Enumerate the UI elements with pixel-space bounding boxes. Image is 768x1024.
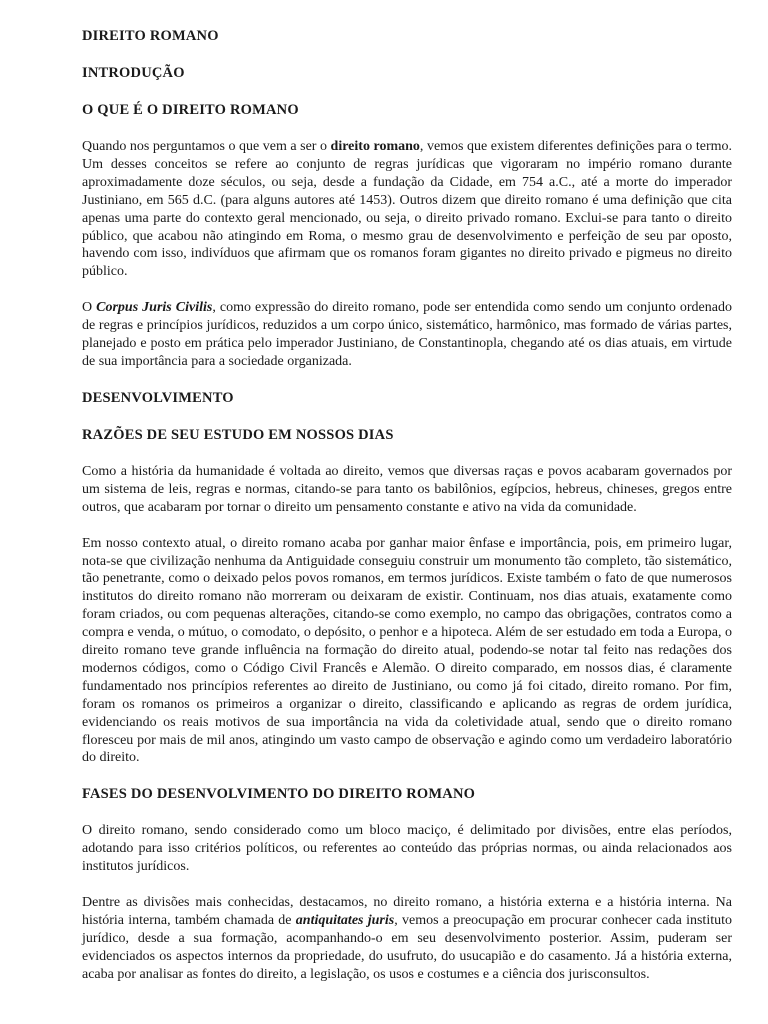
bold-term: direito romano	[330, 139, 420, 154]
paragraph-historia: Como a história da humanidade é voltada ao direito, vemos que diversas raças e povos acabaram governados por um sistema de leis, regras e normas, citando-se para tanto os babilônios, egípcios, hebreus, chineses, gregos entre outros, que acabaram por tornar o direito um pensamento constante e ativo na vida da comunidade.	[82, 463, 732, 515]
paragraph-contexto-atual: Em nosso contexto atual, o direito romano acaba por ganhar maior ênfase e importância, pois, em primeiro lugar, nota-se que civilização nenhuma da Antiguidade conseguiu construir um monumento tão completo, tão sistemático, tão penetrante, como o deixado pelos povos romanos, em termos jurídicos. Existe também o fato de que numerosos institutos do direito romano não morreram ou deixaram de existir. Continuam, nos dias atuais, exatamente como foram criados, ou com pequenas alterações, citando-se como exemplo, no campo das obrigações, contratos como a compra e venda, o mútuo, o comodato, o depósito, o penhor e a hipoteca. Além de ser estudado em toda a Europa, o direito romano teve grande influência na formação do direito atual, podendo-se notar tal feito nas redações dos modernos códigos, como o Código Civil Francês e Alemão. O direito comparado, em nossos dias, é claramente fundamentado nos princípios referentes ao direito de Justiniano, ou como já foi citado, direito romano. Por fim, foram os romanos os primeiros a organizar o direito, classificando e aplicando as regras de ordem jurídica, evidenciando os reais motivos de sua importância na vida da coletividade atual, sendo que o direito romano floresceu por mais de mil anos, atingindo um vasto campo de observação e agindo como um verdadeiro laboratório do direito.	[82, 535, 732, 766]
heading-introducao: INTRODUÇÃO	[82, 65, 185, 81]
text-run: , vemos a preocupação em procurar conhecer cada instituto jurídico, desde a sua formação, acompanhando-o em seu desenvolvimento posterior. Assim, puderam ser evidenciados os aspectos internos da propriedade, do usufruto, do usucapião e do casamento. Já a história externa, acaba por analisar as fontes do direito, a legislação, os usos e costumes e a ciência dos jurisconsultos.	[82, 913, 732, 982]
paragraph-historia-interna-externa	[82, 894, 732, 984]
heading-fases: FASES DO DESENVOLVIMENTO DO DIREITO ROMANO	[82, 786, 476, 803]
paragraph-definicao	[82, 138, 732, 281]
heading-desenvolvimento: DESENVOLVIMENTO	[82, 389, 234, 406]
paragraph-divisoes: O direito romano, sendo considerado como um bloco maciço, é delimitado por divisões, entre elas períodos, adotando para isso critérios políticos, ou referentes ao conteúdo das próprias normas, ou ainda relacionados aos institutos jurídicos.	[82, 823, 732, 875]
heading-o-que-e: O QUE É O DIREITO ROMANO	[82, 102, 299, 118]
bold-italic-term: Corpus Juris Civilis	[96, 300, 213, 316]
text-run: O	[82, 300, 97, 316]
text-run: Dentre as divisões mais conhecidas, destacamos, no direito romano, a história externa e a história interna. Na história interna, também chamada de	[82, 895, 732, 928]
heading-razoes: RAZÕES DE SEU ESTUDO EM NOSSOS DIAS	[82, 426, 394, 443]
document-title: DIREITO ROMANO	[82, 28, 219, 44]
text-run: Quando nos perguntamos o que vem a ser o	[82, 139, 331, 154]
paragraph-corpus-juris	[82, 299, 732, 371]
text-run: , como expressão do direito romano, pode ser entendida como sendo um conjunto ordenado de regras e princípios jurídicos, reduzidos a um corpo único, sistemático, harmônico, mas formado de várias partes, planejado e posto em prática pelo imperador Justiniano, de Constantinopla, chegando até os dias atuais, em virtude de sua importância para a sociedade organizada.	[82, 300, 732, 369]
text-run: , vemos que existem diferentes definições para o termo. Um desses conceitos se refere ao conjunto de regras jurídicas que vigoraram no império romano durante aproximadamente doze séculos, ou seja, desde a fundação da Cidade, em 754 a.C., até a morte do imperador Justiniano, em 565 d.C. (para alguns autores até 1453). Outros dizem que direito romano é uma definição que cita apenas uma parte do contexto geral mencionado, ou seja, o direito privado romano. Exclui-se para tanto o direito público, que acabou não atingindo em Roma, o mesmo grau de desenvolvimento e perfeição de seu par oposto, havendo com isso, indivíduos que afirmam que os romanos foram gigantes no direito privado e pigmeus no direito público.	[82, 139, 732, 280]
bold-italic-term: antiquitates juris	[295, 913, 395, 928]
